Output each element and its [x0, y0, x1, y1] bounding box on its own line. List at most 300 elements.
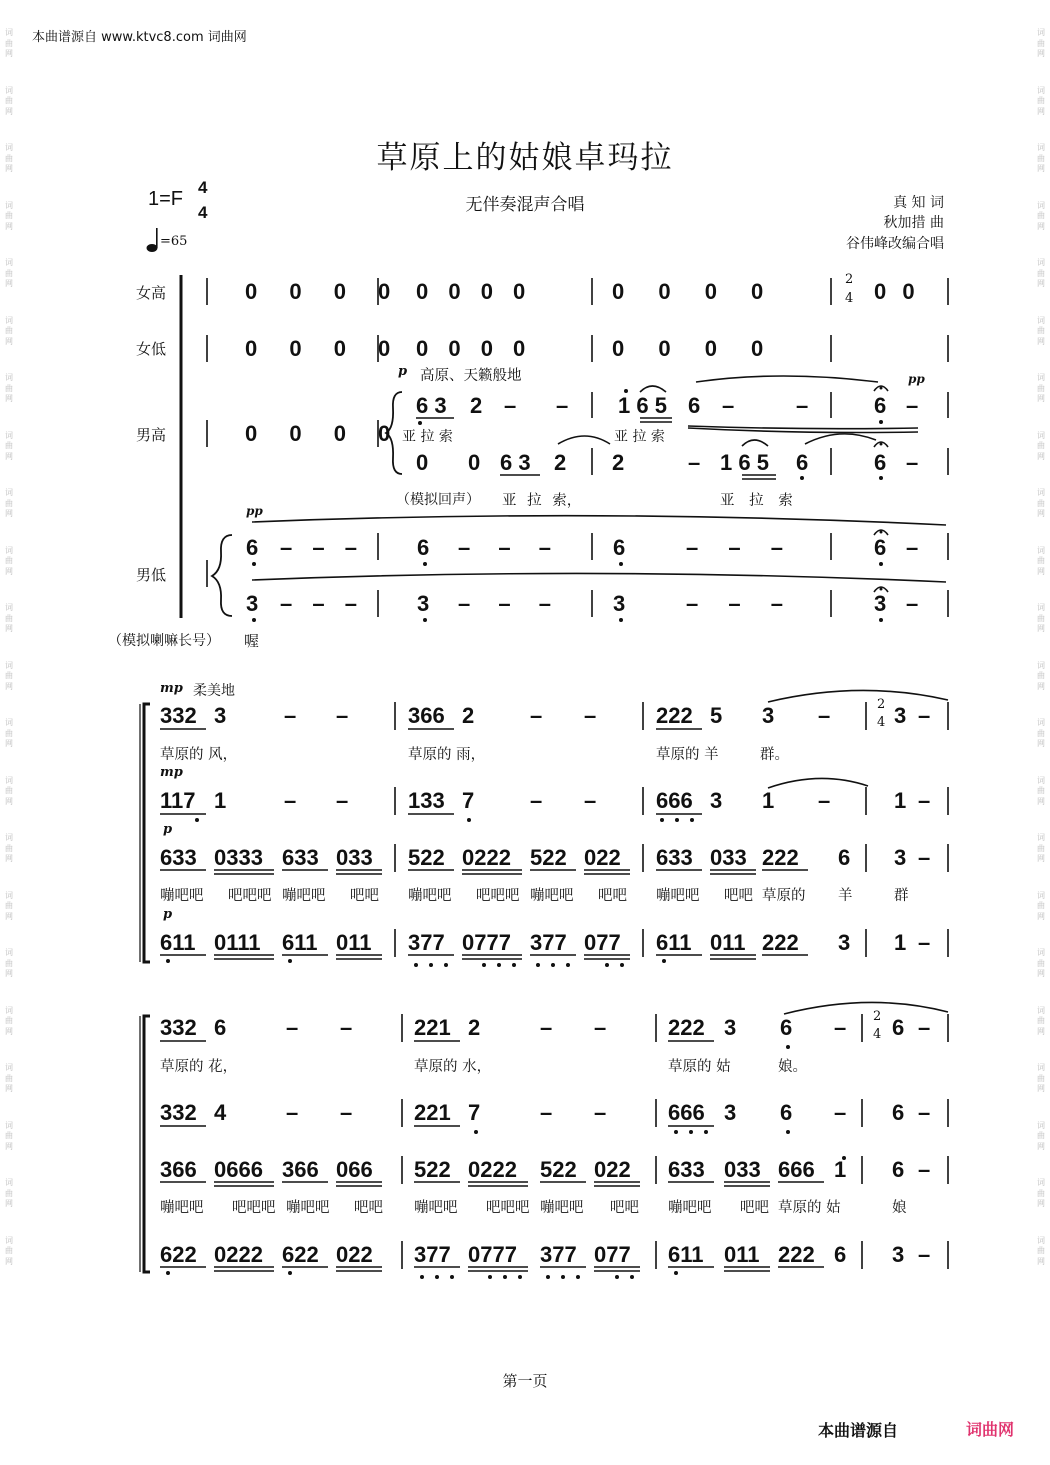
- side-watermark-char: 曲: [1037, 556, 1045, 565]
- note-group: 077: [584, 930, 621, 955]
- side-watermark-char: 网: [1037, 739, 1045, 748]
- page-number: 第一页: [502, 1372, 548, 1390]
- lyric-syllable: 吧吧吧: [228, 888, 272, 904]
- bass2-note-3: 3: [246, 591, 259, 616]
- side-watermark-char: 网: [1037, 969, 1045, 978]
- note-group: –: [918, 845, 931, 870]
- time-signature-bottom: 4: [198, 203, 208, 222]
- tenor2-lyric: 亚 拉 索: [720, 493, 793, 509]
- note-group: 366: [408, 703, 445, 728]
- note-group: 0666: [214, 1157, 263, 1182]
- side-watermark-char: 词: [1037, 28, 1045, 37]
- note-group: 366: [282, 1157, 319, 1182]
- side-watermark-char: 曲: [1037, 498, 1045, 508]
- note-group: 377: [530, 930, 567, 955]
- side-watermark-char: 曲: [5, 153, 13, 163]
- note-group: –: [594, 1100, 607, 1125]
- note-group: –: [336, 703, 349, 728]
- part-label-alto: 女低: [136, 340, 167, 358]
- note-group: 5: [710, 703, 723, 728]
- note-group: 221: [414, 1100, 451, 1125]
- side-watermark-char: 词: [1037, 373, 1045, 382]
- side-watermark-char: 网: [1037, 1199, 1045, 1208]
- note-group: 6: [780, 1015, 793, 1040]
- side-watermark-char: 词: [5, 430, 13, 440]
- key-signature: 1=F: [148, 188, 184, 210]
- note-group: 1: [762, 788, 775, 813]
- side-watermark-char: 词: [1037, 143, 1045, 152]
- tenor-rest-measure: 0 0 0 0: [245, 421, 404, 446]
- dynamic-mp: mp: [160, 681, 183, 696]
- side-watermark-char: 曲: [1037, 268, 1045, 278]
- side-watermark-char: 词: [5, 1235, 13, 1245]
- tenor1-dash: –: [906, 393, 919, 418]
- note-group: 611: [160, 930, 196, 955]
- dynamic-p: p: [163, 907, 173, 922]
- side-watermark-char: 曲: [1037, 1073, 1045, 1083]
- bass2-dashes: – – –: [280, 591, 357, 616]
- lyric-syllable: 娘。: [778, 1059, 807, 1075]
- lyric-syllable: 吧吧: [350, 888, 379, 904]
- part-label-tenor: 男高: [136, 426, 167, 444]
- side-watermark-char: 词: [1037, 718, 1045, 727]
- note-group: –: [340, 1100, 353, 1125]
- side-watermark-char: 网: [1037, 624, 1045, 633]
- lyric-syllable: 嘣吧吧: [656, 888, 700, 904]
- side-watermark-char: 网: [5, 164, 13, 173]
- side-watermark-char: 曲: [5, 498, 13, 508]
- side-watermark-char: 网: [5, 796, 13, 806]
- note-group: 3: [762, 703, 775, 728]
- side-watermark-char: 词: [1037, 833, 1045, 842]
- side-watermark-char: 网: [5, 1026, 13, 1036]
- note-group: 522: [414, 1157, 451, 1182]
- direction-text: 柔美地: [193, 683, 235, 699]
- side-watermark-char: 曲: [1037, 843, 1045, 853]
- tenor1-note-2: 2: [470, 393, 483, 418]
- side-watermark-char: 网: [5, 106, 13, 116]
- note-group: 6: [838, 845, 851, 870]
- lyric-syllable: 群: [894, 888, 909, 904]
- side-watermark-char: 词: [1037, 488, 1045, 497]
- side-watermark-char: 网: [1037, 164, 1045, 173]
- bass1-dashes: – – –: [686, 535, 783, 560]
- lyric-syllable: 群。: [760, 747, 789, 763]
- tenor2-note-2: 2: [554, 450, 567, 475]
- note-group: 2: [462, 703, 475, 728]
- lyric-syllable: 嘣吧吧: [530, 888, 574, 904]
- side-watermark-char: 词: [1037, 545, 1045, 555]
- tenor2-lyric: 亚 拉 索，: [502, 493, 582, 509]
- tenor2-note-6: 6: [874, 450, 887, 475]
- side-watermark-char: 词: [5, 1005, 13, 1015]
- side-watermark-char: 网: [5, 911, 13, 921]
- time-change-bottom: 4: [873, 1027, 882, 1042]
- note-group: 011: [336, 930, 372, 955]
- bass1-note-6: 6: [246, 535, 259, 560]
- side-watermark-char: 曲: [1037, 613, 1045, 623]
- note-group: –: [336, 788, 349, 813]
- note-group: 377: [408, 930, 445, 955]
- side-watermark-char: 曲: [5, 326, 13, 335]
- note-group: 611: [282, 930, 318, 955]
- note-group: 332: [160, 703, 197, 728]
- tenor2-note-2: 2: [612, 450, 625, 475]
- side-watermark-char: 词: [5, 258, 13, 267]
- note-group: 7: [468, 1100, 481, 1125]
- note-group: 332: [160, 1100, 197, 1125]
- side-watermark-char: 网: [5, 739, 13, 748]
- note-group: 6: [892, 1100, 905, 1125]
- note-group: 6: [892, 1157, 905, 1182]
- side-watermark-char: 词: [1037, 1005, 1045, 1015]
- note-group: 1: [834, 1157, 847, 1182]
- tenor2-note-63: 6 3: [500, 450, 531, 475]
- side-watermark-char: 网: [1037, 49, 1045, 58]
- side-watermark-char: 网: [1037, 1084, 1045, 1093]
- side-watermark-char: 网: [1037, 106, 1045, 116]
- side-watermark-char: 曲: [5, 96, 13, 105]
- note-group: 0111: [214, 930, 261, 955]
- note-group: 611: [656, 930, 692, 955]
- note-group: 4: [214, 1100, 227, 1125]
- bass-lyric-prefix: （模拟喇嘛长号）: [108, 633, 220, 649]
- side-watermark-char: 网: [1037, 1141, 1045, 1151]
- side-watermark-char: 词: [1037, 200, 1045, 210]
- note-group: –: [834, 1100, 847, 1125]
- lyric-syllable: 吧吧吧: [232, 1200, 276, 1216]
- header-watermark: 本曲谱源自 www.ktvc8.com 词曲网: [32, 30, 247, 45]
- note-group: 222: [668, 1015, 705, 1040]
- dynamic-mp: mp: [160, 765, 183, 780]
- note-group: –: [818, 788, 831, 813]
- side-watermark-char: 词: [1037, 775, 1045, 785]
- side-watermark-char: 网: [5, 566, 13, 576]
- lyric-syllable: 草原的 花，: [160, 1059, 238, 1075]
- side-watermark-char: 词: [1037, 85, 1045, 95]
- time-change-top: 2: [873, 1009, 882, 1024]
- note-group: 633: [282, 845, 319, 870]
- side-watermark-char: 曲: [5, 268, 13, 278]
- note-group: –: [594, 1015, 607, 1040]
- side-watermark-char: 词: [1037, 948, 1045, 957]
- note-group: 222: [762, 845, 799, 870]
- side-watermark-char: 网: [5, 1256, 13, 1266]
- lyric-syllable: 吧吧: [598, 888, 627, 904]
- tenor1-dash: –: [796, 393, 809, 418]
- lyric-syllable: 羊: [838, 888, 853, 904]
- lyric-syllable: 嘣吧吧: [160, 888, 204, 904]
- side-watermark-char: 网: [1037, 681, 1045, 691]
- note-group: 022: [584, 845, 621, 870]
- note-group: 522: [540, 1157, 577, 1182]
- alto-measure-1: 0 0 0 0: [245, 336, 404, 361]
- lyricist: 真 知 词: [893, 195, 944, 211]
- lyric-syllable: 嘣吧吧: [160, 1200, 204, 1216]
- side-watermark-char: 网: [1037, 1256, 1045, 1266]
- side-watermark-char: 词: [1037, 1235, 1045, 1245]
- side-watermark-char: 曲: [1037, 1188, 1045, 1198]
- footer-source: 本曲谱源自: [818, 1421, 899, 1440]
- note-group: 0777: [462, 930, 511, 955]
- composer: 秋加措 曲: [883, 215, 944, 231]
- dynamic-p: p: [163, 822, 173, 837]
- bass2-dashes: – – –: [458, 591, 551, 616]
- lyric-syllable: 嘣吧吧: [668, 1200, 712, 1216]
- note-group: –: [918, 788, 931, 813]
- side-watermark-char: 词: [5, 718, 13, 727]
- lyric-syllable: 吧吧吧: [486, 1200, 530, 1216]
- note-group: 0777: [468, 1242, 517, 1267]
- note-group: 222: [656, 703, 693, 728]
- lyric-syllable: 吧吧: [724, 888, 753, 904]
- tenor1-note-6: 6: [874, 393, 887, 418]
- side-watermark-char: 词: [1037, 1178, 1045, 1187]
- side-watermark-char: 曲: [1037, 728, 1045, 738]
- note-group: –: [818, 703, 831, 728]
- note-group: 522: [530, 845, 567, 870]
- note-group: –: [918, 703, 931, 728]
- note-group: –: [918, 1100, 931, 1125]
- dynamic-pp: pp: [246, 504, 263, 518]
- side-watermark-char: 曲: [5, 441, 13, 450]
- note-group: 633: [160, 845, 197, 870]
- time-change-top: 2: [845, 272, 854, 287]
- note-group: –: [834, 1015, 847, 1040]
- footer-brand: 词曲网: [966, 1420, 1015, 1439]
- side-watermark-char: 曲: [1037, 326, 1045, 335]
- note-group: –: [286, 1015, 299, 1040]
- note-group: 222: [778, 1242, 815, 1267]
- bass1-dash: –: [906, 535, 919, 560]
- side-watermark-char: 网: [5, 394, 13, 403]
- side-watermark-char: 曲: [1037, 1246, 1045, 1255]
- side-watermark-char: 词: [5, 373, 13, 382]
- note-group: 0222: [468, 1157, 517, 1182]
- side-watermark-char: 曲: [1037, 383, 1045, 393]
- note-group: 611: [668, 1242, 704, 1267]
- tenor-direction: 高原、天籁般地: [420, 368, 522, 384]
- subtitle: 无伴奏混声合唱: [465, 195, 585, 215]
- side-watermark-char: 曲: [5, 556, 13, 565]
- note-group: 6: [892, 1015, 905, 1040]
- side-watermark-char: 词: [5, 775, 13, 785]
- tenor1-lyric: 亚 拉 索: [614, 429, 665, 445]
- note-group: 633: [656, 845, 693, 870]
- side-watermark-char: 网: [5, 451, 13, 461]
- lyric-syllable: 草原的 雨，: [408, 747, 486, 763]
- note-group: –: [530, 703, 543, 728]
- side-watermark-char: 曲: [1037, 96, 1045, 105]
- soprano-measure-4: 0 0: [874, 279, 915, 304]
- side-watermark-char: 词: [5, 660, 13, 670]
- lyric-syllable: 嘣吧吧: [414, 1200, 458, 1216]
- side-watermark-char: 网: [5, 1084, 13, 1093]
- note-group: 0222: [462, 845, 511, 870]
- note-group: 666: [656, 788, 693, 813]
- note-group: –: [540, 1100, 553, 1125]
- tenor1-note-63: 6 3: [416, 393, 447, 418]
- lyric-syllable: 草原的 羊: [656, 747, 719, 763]
- side-watermark-char: 曲: [5, 1073, 13, 1083]
- tenor2-lyric-prefix: （模拟回声）: [396, 492, 480, 508]
- side-watermark-char: 曲: [5, 38, 13, 48]
- tempo-value: =65: [160, 234, 188, 249]
- side-watermark-char: 网: [5, 1141, 13, 1151]
- side-watermark-char: 词: [1037, 315, 1045, 325]
- lyric-syllable: 草原的 水，: [414, 1059, 492, 1075]
- side-watermark-char: 词: [5, 1120, 13, 1130]
- note-group: 2: [468, 1015, 481, 1040]
- lyric-syllable: 草原的 姑: [778, 1200, 841, 1216]
- note-group: 3: [892, 1242, 905, 1267]
- note-group: 033: [336, 845, 373, 870]
- side-watermark-char: 曲: [5, 1131, 13, 1140]
- note-group: 3: [214, 703, 227, 728]
- lyric-syllable: 嘣吧吧: [282, 888, 326, 904]
- note-group: –: [286, 1100, 299, 1125]
- side-watermark-char: 词: [5, 545, 13, 555]
- time-signature-top: 4: [198, 178, 208, 197]
- side-watermark-char: 曲: [5, 901, 13, 910]
- note-group: 022: [594, 1157, 631, 1182]
- note-group: 666: [778, 1157, 815, 1182]
- note-group: 3: [724, 1015, 737, 1040]
- side-watermark-char: 词: [5, 85, 13, 95]
- lyric-syllable: 嘣吧吧: [408, 888, 452, 904]
- lyric-syllable: 嘣吧吧: [286, 1200, 330, 1216]
- side-watermark-char: 曲: [5, 786, 13, 795]
- note-group: 3: [710, 788, 723, 813]
- note-group: 3: [838, 930, 851, 955]
- note-group: 011: [710, 930, 746, 955]
- side-watermark-char: 网: [5, 854, 13, 863]
- bass1-dashes: – – –: [280, 535, 357, 560]
- side-watermark-char: 曲: [5, 211, 13, 220]
- side-watermark-char: 网: [5, 969, 13, 978]
- note-group: 3: [894, 845, 907, 870]
- bass1-dashes: – – –: [458, 535, 551, 560]
- note-group: 6: [780, 1100, 793, 1125]
- side-watermark-char: 网: [5, 509, 13, 518]
- note-group: 222: [762, 930, 799, 955]
- note-group: –: [918, 1242, 931, 1267]
- side-watermark-char: 网: [1037, 451, 1045, 461]
- lyric-syllable: 吧吧: [354, 1200, 383, 1216]
- side-watermark-char: 网: [1037, 509, 1045, 518]
- side-watermark-char: 网: [1037, 796, 1045, 806]
- side-watermark-char: 词: [1037, 1120, 1045, 1130]
- side-watermark-char: 网: [5, 681, 13, 691]
- bass1-note-6: 6: [417, 535, 430, 560]
- bass2-dashes: – – –: [686, 591, 783, 616]
- time-change-top: 2: [877, 697, 886, 712]
- side-watermark-char: 网: [1037, 566, 1045, 576]
- side-watermark-char: 词: [5, 1178, 13, 1187]
- side-watermark-char: 曲: [5, 383, 13, 393]
- note-group: 377: [540, 1242, 577, 1267]
- bass2-note-3: 3: [874, 591, 887, 616]
- side-watermark-char: 曲: [5, 671, 13, 680]
- side-watermark-char: 网: [1037, 1026, 1045, 1036]
- lyric-syllable: 吧吧: [610, 1200, 639, 1216]
- side-watermark-char: 曲: [5, 728, 13, 738]
- note-group: 133: [408, 788, 445, 813]
- tenor2-dash: –: [688, 450, 701, 475]
- side-watermark-char: 词: [5, 200, 13, 210]
- side-watermark-char: 词: [1037, 660, 1045, 670]
- bass2-note-3: 3: [417, 591, 430, 616]
- side-watermark-char: 曲: [5, 1188, 13, 1198]
- note-group: –: [584, 703, 597, 728]
- dynamic-pp: pp: [908, 372, 925, 386]
- note-group: 377: [414, 1242, 451, 1267]
- side-watermark-char: 网: [1037, 279, 1045, 288]
- time-change-bottom: 4: [845, 291, 854, 306]
- note-group: 622: [282, 1242, 319, 1267]
- side-watermark-char: 曲: [5, 1016, 13, 1025]
- note-group: 221: [414, 1015, 451, 1040]
- note-group: 011: [724, 1242, 760, 1267]
- side-watermark-char: 曲: [5, 958, 13, 968]
- side-watermark-char: 曲: [1037, 958, 1045, 968]
- side-watermark-char: 词: [5, 1063, 13, 1072]
- note-group: 022: [336, 1242, 373, 1267]
- part-label-soprano: 女高: [136, 284, 167, 302]
- arranger: 谷伟峰改编合唱: [846, 236, 944, 252]
- side-watermark-char: 词: [1037, 1063, 1045, 1072]
- side-watermark-char: 网: [5, 279, 13, 288]
- note-group: –: [284, 703, 297, 728]
- side-watermark-char: 网: [1037, 911, 1045, 921]
- note-group: 622: [160, 1242, 197, 1267]
- note-group: 077: [594, 1242, 631, 1267]
- part-label-bass: 男低: [136, 566, 167, 584]
- time-change-bottom: 4: [877, 715, 886, 730]
- side-watermark-char: 词: [5, 315, 13, 325]
- side-watermark-char: 网: [1037, 394, 1045, 403]
- tenor2-rest: 0: [416, 450, 429, 475]
- lyric-syllable: 嘣吧吧: [540, 1200, 584, 1216]
- page-title: 草原上的姑娘卓玛拉: [376, 140, 674, 176]
- side-watermark-char: 网: [5, 221, 13, 231]
- side-watermark-char: 网: [1037, 221, 1045, 231]
- side-watermark-char: 曲: [1037, 786, 1045, 795]
- side-watermark-char: 词: [5, 948, 13, 957]
- note-group: –: [918, 1015, 931, 1040]
- side-watermark-char: 词: [5, 488, 13, 497]
- note-group: –: [284, 788, 297, 813]
- note-group: 0222: [214, 1242, 263, 1267]
- tenor2-dash: –: [906, 450, 919, 475]
- tenor2-note-6: 6: [796, 450, 809, 475]
- note-group: 1: [894, 930, 907, 955]
- bass-lyric: 喔: [244, 632, 260, 650]
- note-group: 522: [408, 845, 445, 870]
- alto-measure-3: 0 0 0 0: [612, 336, 764, 361]
- tenor1-dash: –: [556, 393, 569, 418]
- side-watermark-char: 网: [5, 1199, 13, 1208]
- note-group: 7: [462, 788, 475, 813]
- side-watermark-char: 曲: [1037, 1016, 1045, 1025]
- side-watermark-char: 词: [1037, 890, 1045, 900]
- note-group: 033: [710, 845, 747, 870]
- note-group: 066: [336, 1157, 373, 1182]
- lyric-syllable: 草原的: [762, 888, 806, 904]
- side-watermark-char: 网: [1037, 854, 1045, 863]
- tenor1-dash: –: [722, 393, 735, 418]
- note-group: 666: [668, 1100, 705, 1125]
